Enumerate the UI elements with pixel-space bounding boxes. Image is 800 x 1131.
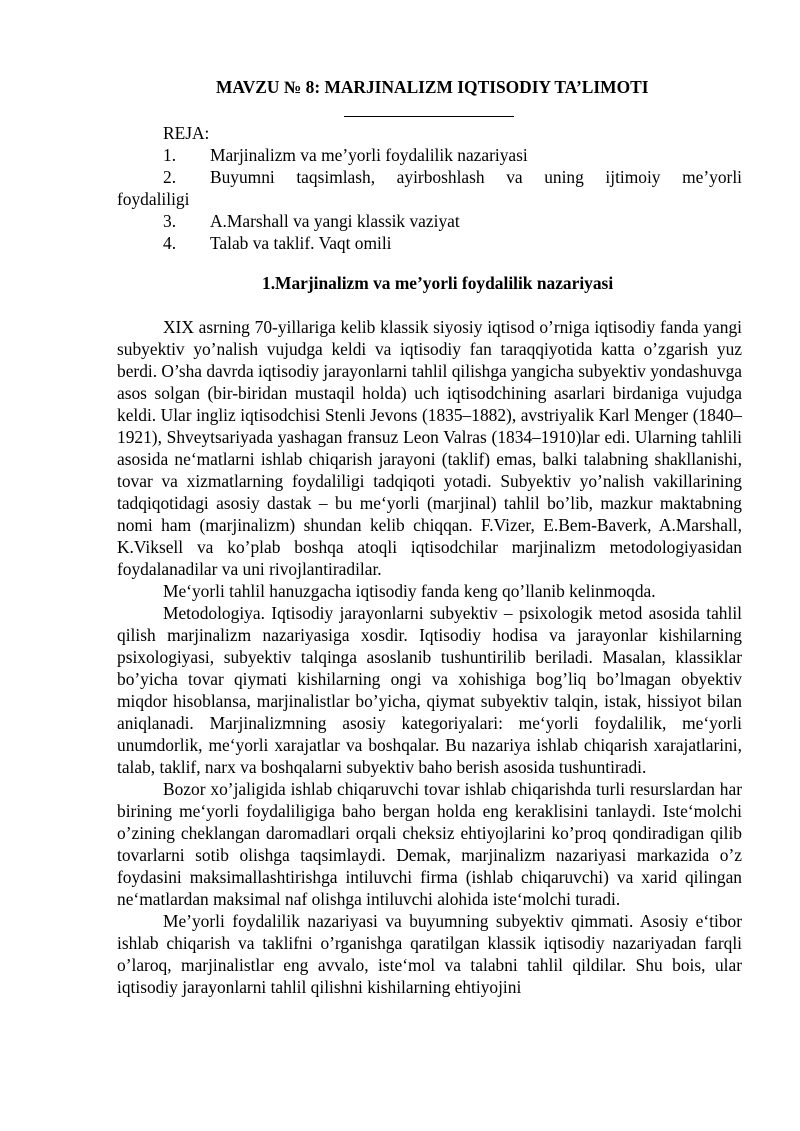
plan-item-number: 1. — [163, 145, 177, 165]
plan-item — [117, 232, 742, 254]
title-underline — [344, 116, 514, 117]
paragraph: XIX asrning 70-yillariga kelib klassik siyosiy iqtisod o’rniga iqtisodiy fanda yangi subyektiv yo’nalish vujudga keldi va iqtisodiy fan taraqqiyotida katta o’zgarish yuz berdi. O’sha davrda iqtisodiy jarayonlarni tahlil qilishga yangicha subyektiv yondashuvga asos solgan (bir-biridan mustaqil holda) uch iqtisodchining asarlari birdaniga vujudga keldi. Ular ingliz iqtisodchisi Stenli Jevons (1835–1882), avstriyalik Karl Menger (1840–1921), Shveytsariyada yashagan fransuz Leon Valras (1834–1910)lar edi. Ularning tahlili asosida ne‘matlarni ishlab chiqarish jarayoni (taklif) emas, balki talabning shakllanishi, tovar va xizmatlarning foydaliligi tadqiqoti yotadi. Subyektiv yo’nalish vakillarining tadqiqotidagi asosiy dastak – bu me‘yorli (marjinal) tahlil bo’lib, mazkur maktabning nomi ham (marjinalizm) shundan kelib chiqqan. F.Vizer, E.Bem-Baverk, A.Marshall, K.Viksell va ko’plab boshqa atoqli iqtisodchilar marjinalizm metodologiyasidan foydalanadilar va uni rivojlantiradilar. — [117, 317, 742, 579]
plan-item-number: 4. — [163, 233, 177, 253]
plan-list — [117, 144, 742, 254]
plan-item-number: 2. — [163, 167, 177, 187]
plan-item-text: Marjinalizm va me’yorli foydalilik nazariyasi — [210, 145, 528, 165]
plan-item-text: A.Marshall va yangi klassik vaziyat — [210, 211, 460, 231]
plan-item — [117, 144, 742, 166]
paragraph: Bozor xo’jaligida ishlab chiqaruvchi tovar ishlab chiqarishda turli resurslardan har birining me‘yorli foydaliligiga baho bergan holda eng keraklisini tanlaydi. Iste‘molchi o’zining cheklangan daromadlari orqali cheksiz ehtiyojlarini ko’proq qondiradigan qilib tovarlarni sotib olishga taqsimlaydi. Demak, marjinalizm nazariyasi markazida o’z foydasini maksimallashtirishga intiluvchi firma (ishlab chiqaruvchi) va xarid qilingan ne‘matlardan maksimal naf olishga intiluvchi alohida iste‘molchi turadi. — [117, 779, 742, 909]
body-text — [117, 316, 742, 998]
plan-item — [117, 210, 742, 232]
plan-item — [117, 166, 742, 188]
plan-item-continuation: foydaliligi — [117, 189, 190, 209]
plan-item-text: Talab va taklif. Vaqt omili — [210, 233, 392, 253]
section-heading: 1.Marjinalizm va me’yorli foydalilik nazariyasi — [262, 273, 614, 293]
paragraph: Me’yorli foydalilik nazariyasi va buyumning subyektiv qimmati. Asosiy e‘tibor ishlab chiqarish va taklifni o’rganishga qaratilgan klassik iqtisodiy nazariyadan farqli o’laroq, marjinalistlar eng avvalo, iste‘mol va talabni tahlil qildilar. Shu bois, ular iqtisodiy jarayonlarni tahlil qilishni kishilarning ehtiyojini — [117, 911, 742, 997]
plan-heading: REJA: — [163, 123, 210, 143]
paragraph: Me‘yorli tahlil hanuzgacha iqtisodiy fanda keng qo’llanib kelinmoqda. — [163, 581, 656, 601]
page-title: MAVZU № 8: MARJINALIZM IQTISODIY TA’LIMOTI — [216, 77, 649, 97]
plan-item-number: 3. — [163, 211, 177, 231]
paragraph: Metodologiya. Iqtisodiy jarayonlarni subyektiv – psixologik metod asosida tahlil qilish marjinalizm nazariyasiga xosdir. Iqtisodiy hodisa va jarayonlar kishilarning psixologiyasi, subyektiv talqinga asoslanib tushuntirilib beriladi. Masalan, klassiklar bo’yicha tovar qiymati kishilarning ongi va xohishiga bog’liq bo’lmagan obyektiv miqdor hisoblansa, marjinalistlar bo’yicha, qiymat subyektiv talqin, istak, hissiyot bilan aniqlanadi. Marjinalizmning asosiy kategoriyalari: me‘yorli foydalilik, me‘yorli unumdorlik, me‘yorli xarajatlar va boshqalar. Bu nazariya ishlab chiqarish xarajatlarini, talab, taklif, narx va boshqalarni subyektiv baho berish asosida tushuntiradi. — [117, 603, 742, 777]
plan-item-text: Buyumni taqsimlash, ayirboshlash va uning ijtimoiy me’yorli — [210, 167, 742, 187]
